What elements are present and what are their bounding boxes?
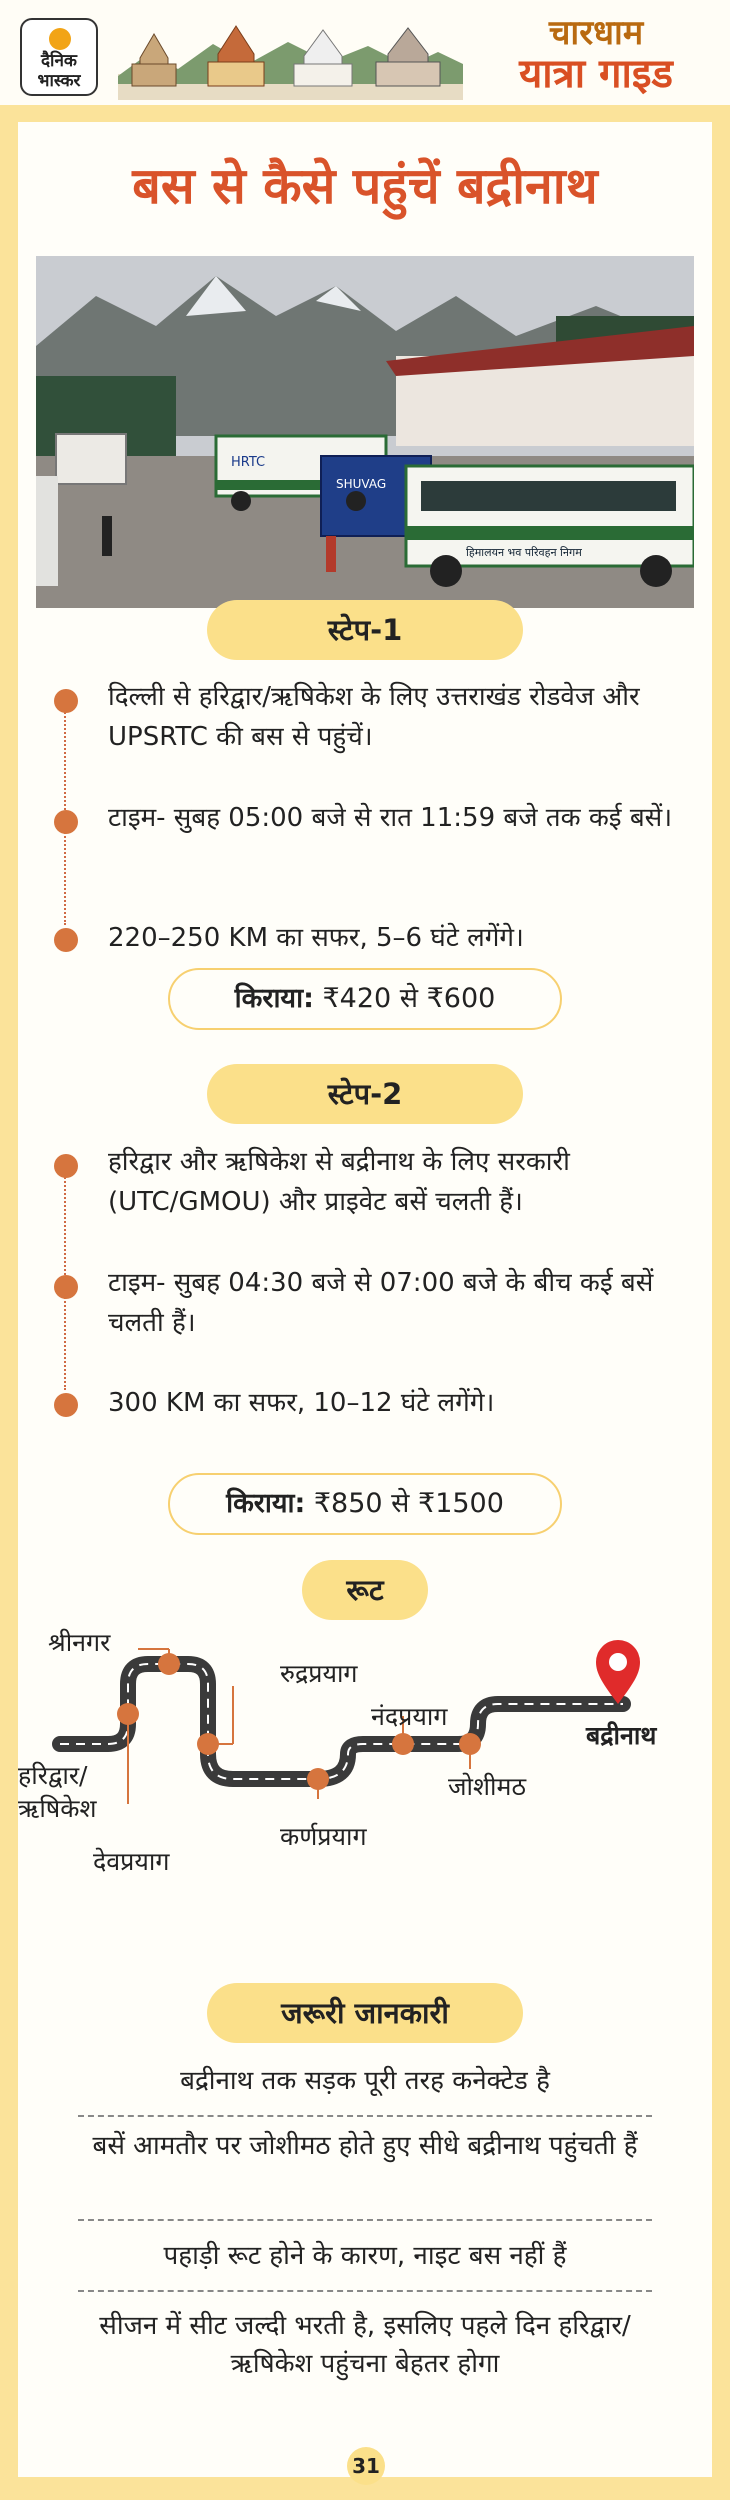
bus-sign-2: SHUVAG <box>336 477 387 491</box>
stop-joshimath-dot <box>459 1733 481 1755</box>
list-item-text: हरिद्वार और ऋषिकेश से बद्रीनाथ के लिए सरकारी (UTC/GMOU) और प्राइवेट बसें चलती हैं। <box>108 1147 570 1217</box>
bus-stand-illustration <box>36 256 694 608</box>
bullet-dot <box>54 1154 78 1178</box>
divider <box>78 2290 652 2292</box>
stop-label-karnaprayag: कर्णप्रयाग <box>280 1822 367 1851</box>
stop-label-destination: बद्रीनाथ <box>586 1721 657 1750</box>
logo-line-2: भास्कर <box>37 71 81 91</box>
stop-devprayag-dot <box>117 1703 139 1725</box>
fare-value: ₹850 से ₹1500 <box>305 1488 504 1519</box>
divider <box>78 2115 652 2117</box>
bullet-dot <box>54 689 78 713</box>
bullet-dot <box>54 1275 78 1299</box>
stop-label-start-line2: ऋषिकेश <box>18 1794 97 1823</box>
info-label: जरूरी जानकारी <box>207 1983 523 2043</box>
header <box>0 0 730 105</box>
fare-label: किराया: <box>226 1488 306 1519</box>
brand-title <box>496 14 696 96</box>
page-number: 31 <box>347 2447 385 2485</box>
page-title: बस से कैसे पहुंचें बद्रीनाथ <box>132 157 598 215</box>
bullet-dot <box>54 810 78 834</box>
divider <box>78 2219 652 2221</box>
list-item-text: 220–250 KM का सफर, 5–6 घंटे लगेंगे। <box>108 923 524 953</box>
stop-rudraprayag-dot <box>197 1733 219 1755</box>
bullet-dot <box>54 1393 78 1417</box>
route-label: रूट <box>302 1560 428 1620</box>
brand-line-1: चारधाम <box>548 13 644 53</box>
step-2-fare <box>168 1473 562 1535</box>
temples-illustration <box>118 14 463 100</box>
info-item-2: बसें आमतौर पर जोशीमठ होते हुए सीधे बद्रीनाथ पहुंचती हैं <box>92 2131 638 2161</box>
route-map <box>18 1604 712 1914</box>
brand-line-2: यात्रा गाइड <box>519 51 673 97</box>
list-item-text: दिल्ली से हरिद्वार/ऋषिकेश के लिए उत्तराखंड रोडवेज और UPSRTC की बस से पहुंचें। <box>108 682 640 752</box>
info-item-1: बद्रीनाथ तक सड़क पूरी तरह कनेक्टेड है <box>180 2066 550 2096</box>
stop-label-rudraprayag: रुद्रप्रयाग <box>280 1659 358 1688</box>
content-card <box>18 122 712 2477</box>
bus-sign-1: HRTC <box>231 455 266 470</box>
step-1-label: स्टेप-1 <box>207 600 523 660</box>
location-pin-icon <box>596 1640 640 1704</box>
list-item-text: टाइम- सुबह 04:30 बजे से 07:00 बजे के बीच कई बसें चलती हैं। <box>108 1268 654 1338</box>
stop-label-devprayag: देवप्रयाग <box>93 1847 170 1876</box>
fare-label: किराया: <box>234 983 314 1014</box>
bus-sign-3: हिमालयन भव परिवहन निगम <box>466 546 582 559</box>
logo-line-1: दैनिक <box>41 51 77 71</box>
list-item-text: टाइम- सुबह 05:00 बजे से रात 11:59 बजे तक कई बसें। <box>108 803 673 833</box>
stop-label-srinagar: श्रीनगर <box>48 1628 111 1657</box>
info-item-3: पहाड़ी रूट होने के कारण, नाइट बस नहीं हैं <box>163 2241 567 2271</box>
step-2-label: स्टेप-2 <box>207 1064 523 1124</box>
step-2-list <box>54 1142 694 1432</box>
info-item-4: सीजन में सीट जल्दी भरती है, इसलिए पहले दिन हरिद्वार/ऋषिकेश पहुंचना बेहतर होगा <box>99 2311 631 2379</box>
stop-label-nandprayag: नंदप्रयाग <box>371 1702 448 1731</box>
stop-karnaprayag-dot <box>307 1768 329 1790</box>
step-1-fare <box>168 968 562 1030</box>
stop-nandprayag-dot <box>392 1733 414 1755</box>
stop-srinagar-dot <box>158 1653 180 1675</box>
fare-value: ₹420 से ₹600 <box>313 983 496 1014</box>
dainik-bhaskar-logo[interactable] <box>20 18 98 96</box>
stop-label-joshimath: जोशीमठ <box>448 1772 526 1801</box>
bullet-dot <box>54 928 78 952</box>
bus-stand-photo <box>36 256 694 608</box>
step-1-list <box>54 677 694 967</box>
list-item-text: 300 KM का सफर, 10–12 घंटे लगेंगे। <box>108 1388 495 1418</box>
sun-icon <box>49 28 71 50</box>
stop-label-start-line1: हरिद्वार/ <box>18 1761 88 1790</box>
content-frame <box>0 105 730 2500</box>
